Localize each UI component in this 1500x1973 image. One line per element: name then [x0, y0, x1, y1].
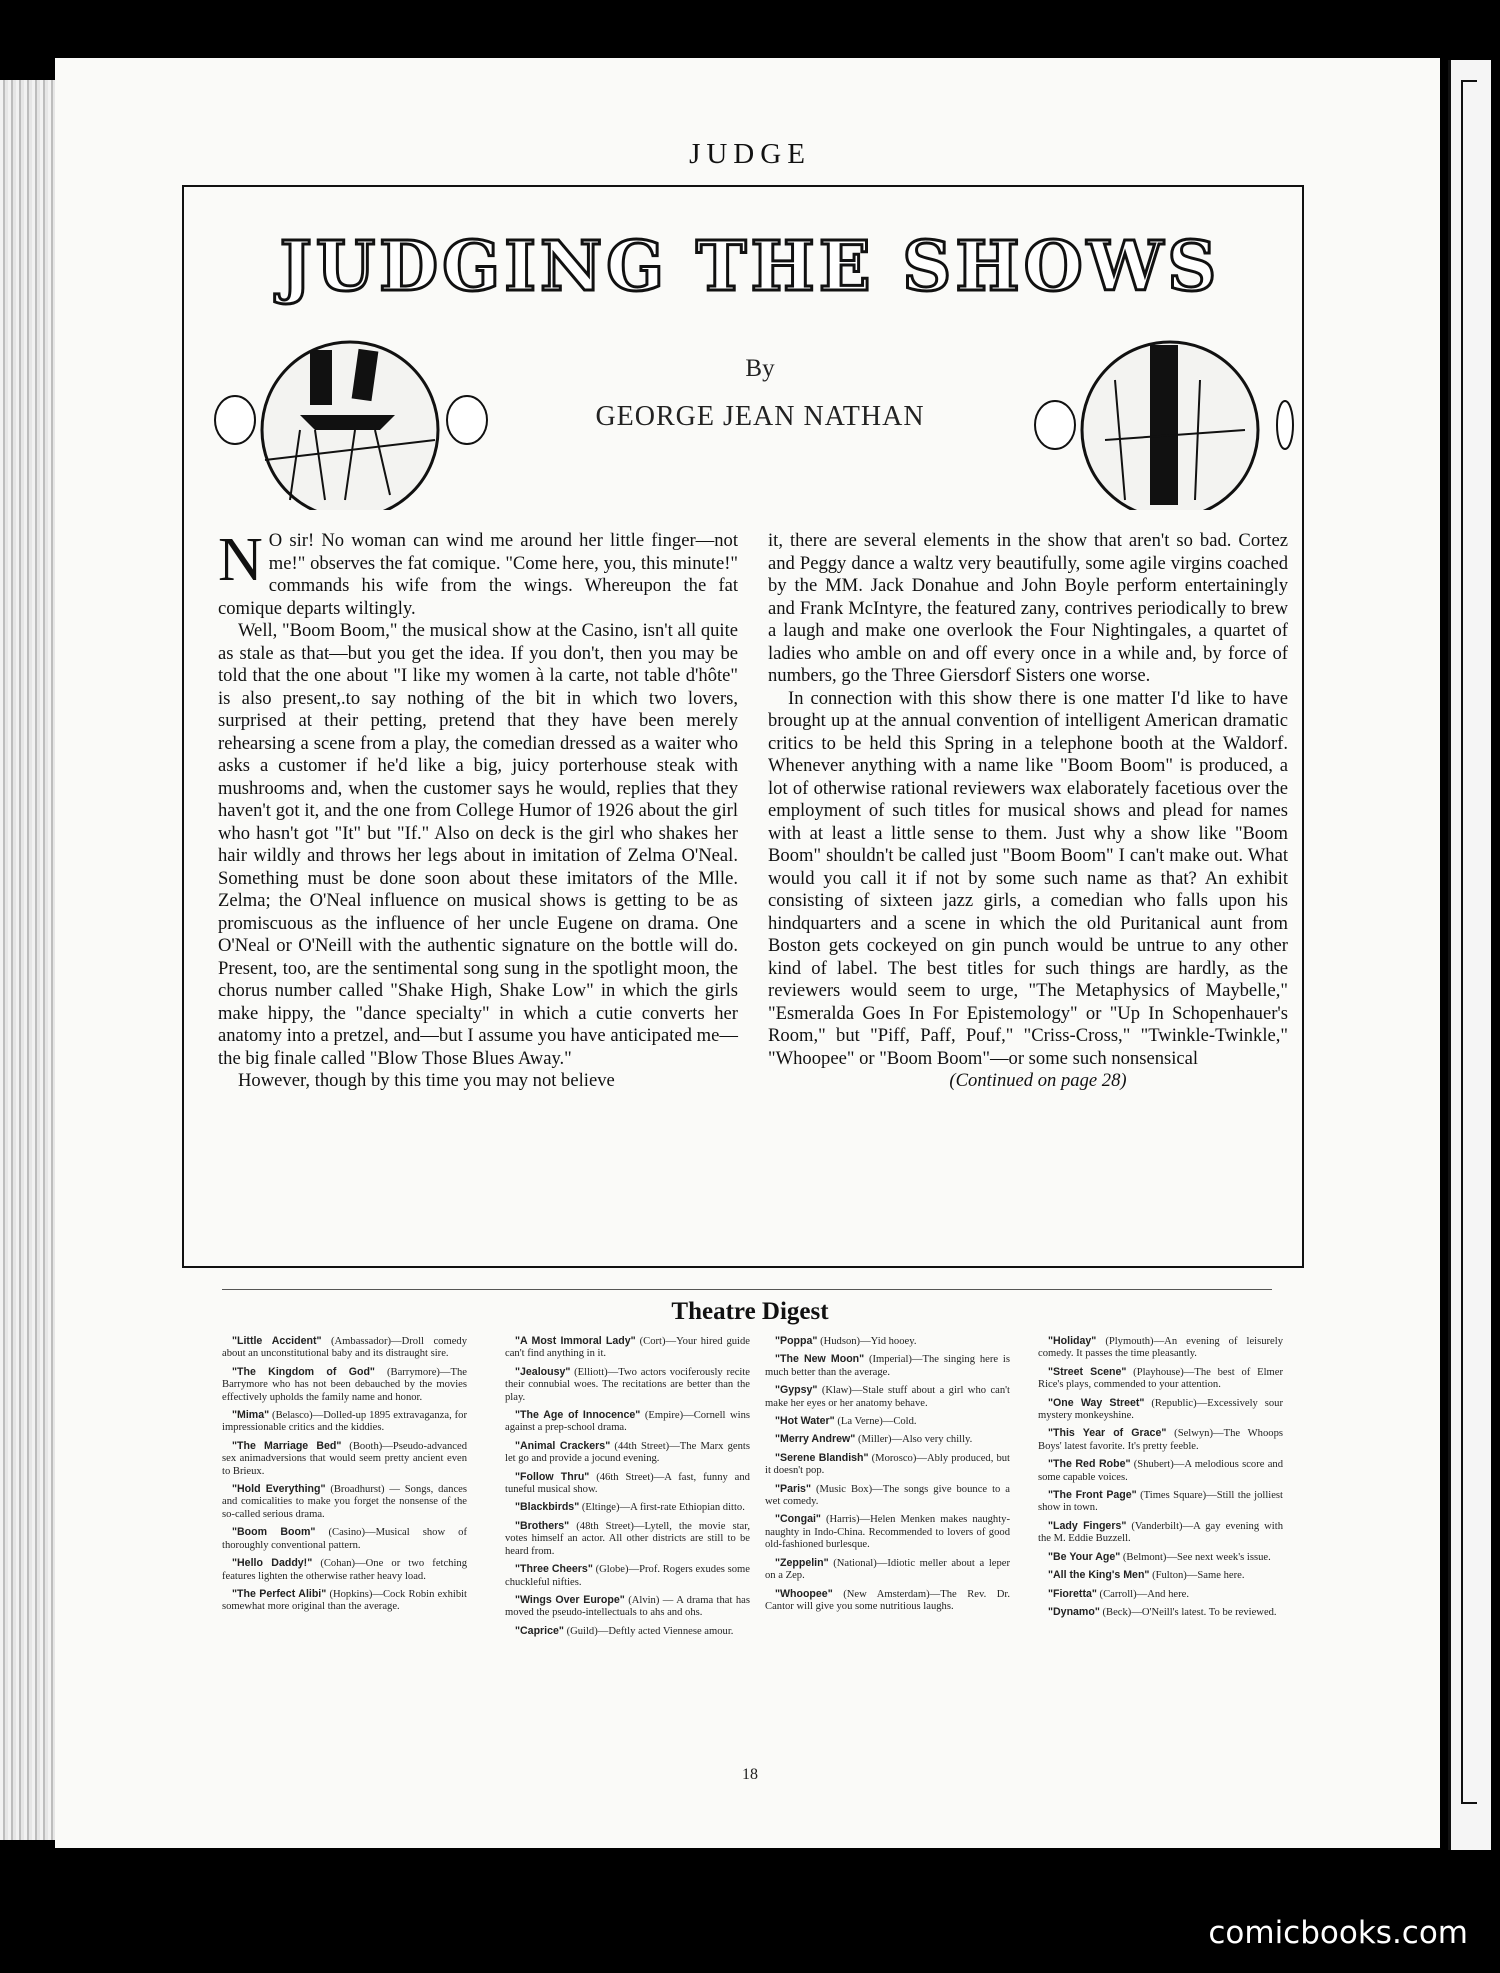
digest-entry: [1038, 1489, 1283, 1515]
continued-note: (Continued on page 28): [949, 1070, 1127, 1091]
digest-show-review: (Vanderbilt)—A gay evening with the M. Eddie Buzzell.: [1038, 1520, 1283, 1545]
digest-entry: [222, 1557, 467, 1583]
digest-show-title: "Whoopee": [775, 1587, 833, 1600]
digest-show-review: (Eltinge)—A first-rate Ethiopian ditto.: [579, 1502, 745, 1514]
digest-entry: [1038, 1427, 1283, 1453]
digest-entry: [1038, 1520, 1283, 1546]
digest-entry: [505, 1335, 750, 1361]
digest-show-review: (Belasco)—Dolled-up 1895 extravaganza, for impressionable critics and the kiddies.: [222, 1410, 467, 1434]
byline: [560, 355, 960, 433]
digest-entry: [765, 1452, 1010, 1478]
digest-entry: [505, 1563, 750, 1589]
digest-show-review: (Music Box)—The songs give bounce to a wet comedy.: [765, 1483, 1010, 1508]
digest-entry: [1038, 1335, 1283, 1361]
digest-show-title: "Lady Fingers": [1048, 1519, 1127, 1532]
digest-entry: [222, 1409, 467, 1435]
digest-show-review: (National)—Idiotic meller about a leper on a Zep.: [765, 1557, 1010, 1582]
digest-entry: [1038, 1606, 1283, 1619]
banner-title-text: JUDGING THE SHOWS: [279, 227, 1221, 307]
digest-show-review: (Selwyn)—The Whoops Boys' latest favorite. It's pretty feeble.: [1038, 1428, 1283, 1452]
digest-show-review: (Hopkins)—Cock Robin exhibit somewhat more original than the average.: [222, 1588, 468, 1613]
digest-show-review: (Morosco)—Ably produced, but it doesn't pop.: [765, 1452, 1010, 1477]
digest-show-title: "One Way Street": [1048, 1396, 1145, 1409]
digest-show-review: (Guild)—Deftly acted Viennese amour.: [563, 1625, 734, 1637]
digest-show-review: (Harris)—Helen Menken makes naughty-naughty in Indo-China. Recommended to lovers of good old-fashioned burlesque.: [765, 1514, 1010, 1551]
digest-entry: [505, 1501, 750, 1514]
digest-show-review: (Ambassador)—Droll comedy about an unconstitutional baby and its distraught sire.: [222, 1336, 467, 1360]
digest-show-review: (Imperial)—The singing here is much better than the average.: [765, 1354, 1010, 1378]
digest-show-review: (La Verne)—Cold.: [834, 1416, 917, 1428]
article-paragraph: it, there are several elements in the show that aren't so bad. Cortez and Peggy dance a waltz very beautifully, some agile virgins coached by the MM. Jack Donahue and John Boyle perform entertainingly and Frank McIntyre, the featured zany, contrives periodically to brew a laugh and make one overlook the Four Nightingales, a quartet of ladies who amble on and off every once in a while and, by force of numbers, go the Three Giersdorf Sisters one worse.: [768, 530, 1288, 686]
digest-show-title: "The Kingdom of God": [232, 1365, 375, 1378]
digest-show-review: (48th Street)—Lytell, the movie star, votes himself an actor. All other districts are still to be heard from.: [505, 1520, 750, 1557]
digest-entry: [505, 1625, 750, 1638]
digest-entry: [765, 1384, 1010, 1410]
digest-entry: [505, 1409, 750, 1435]
digest-show-review: (Times Square)—Still the jolliest show in town.: [1038, 1490, 1283, 1514]
byline-author: GEORGE JEAN NATHAN: [595, 401, 925, 432]
digest-column-1: [222, 1335, 467, 1619]
digest-column-2: [505, 1335, 750, 1643]
page-number: 18: [742, 1766, 758, 1783]
digest-show-review: (Carroll)—And here.: [1096, 1588, 1189, 1600]
digest-show-review: (Hudson)—Yid hooey.: [817, 1336, 917, 1347]
digest-show-review: (Shubert)—A melodious score and some capable voices.: [1038, 1459, 1283, 1483]
drop-cap: N: [218, 526, 263, 594]
digest-show-review: (Belmont)—See next week's issue.: [1120, 1551, 1271, 1563]
digest-show-review: (46th Street)—A fast, funny and tuneful musical show.: [505, 1471, 750, 1496]
digest-show-title: "A Most Immoral Lady": [515, 1335, 636, 1347]
digest-show-title: "Boom Boom": [232, 1526, 316, 1539]
book-page-edges: [0, 80, 62, 1840]
digest-show-review: (Booth)—Pseudo-advanced sex animadversions that would seem pretty ancient even to Brieux.: [222, 1440, 467, 1477]
digest-show-title: "The New Moon": [775, 1353, 865, 1366]
digest-show-review: (Cohan)—One or two fetching features lighten the otherwise rather heavy load.: [222, 1558, 468, 1582]
digest-show-review: (Empire)—Cornell wins against a prep-school drama.: [505, 1410, 750, 1434]
digest-entry: [222, 1335, 467, 1361]
digest-show-title: "Follow Thru": [515, 1470, 590, 1483]
digest-show-review: (Casino)—Musical show of thoroughly conventional pattern.: [222, 1527, 468, 1551]
digest-entry: [765, 1513, 1010, 1551]
digest-show-title: "Hold Everything": [232, 1483, 326, 1496]
article-paragraph: In connection with this show there is one matter I'd like to have brought up at the annual convention of intelligent American dramatic critics to be held this Spring in a telephone booth at the Waldorf. Whenever anything with a name like "Boom Boom" is produced, a lot of otherwise rational reviewers wax elaborately facetious over the employment of such titles for musical shows and plead for names with at least a little sense to them. Just why a show like "Boom Boom" shouldn't be called just "Boom Boom" I can't make out. What would you call it if not by some such name as that? An exhibit consisting of sixteen jazz girls, a comedian who falls upon his hindquarters and a scene in which the old Puritanical aunt from Boston gets cockeyed on gin punch would be untrue to any other kind of label. The best titles for such things are hardly, as the reviewers would seem to urge, "The Metaphysics of Maybelle," "Esmeralda Goes In For Epistemology" or "Up In Schopenhauer's Room," but "Piff, Paff, Pouf," "Criss-Cross," "Twinkle-Twinkle," "Whoopee" or "Boom Boom"—or some such nonsensical: [768, 687, 1288, 1069]
digest-show-review: (Fulton)—Same here.: [1149, 1570, 1245, 1582]
digest-show-title: "Mima": [232, 1409, 270, 1422]
digest-show-title: "Holiday": [1048, 1335, 1097, 1347]
digest-entry: [1038, 1569, 1283, 1582]
digest-show-title: "Zeppelin": [775, 1556, 829, 1569]
digest-show-title: "All the King's Men": [1048, 1569, 1150, 1582]
digest-entry: [765, 1557, 1010, 1583]
digest-show-title: "Congai": [775, 1513, 821, 1526]
digest-show-title: "Wings Over Europe": [515, 1593, 625, 1606]
digest-show-title: "Animal Crackers": [515, 1439, 611, 1452]
digest-entry: [1038, 1397, 1283, 1423]
site-watermark: comicbooks.com: [1208, 1915, 1468, 1951]
digest-entry: [765, 1415, 1010, 1428]
digest-entry: [765, 1433, 1010, 1446]
digest-show-title: "Serene Blandish": [775, 1451, 869, 1464]
digest-entry: [765, 1335, 1010, 1348]
digest-column-3: [765, 1335, 1010, 1618]
digest-show-title: "Hello Daddy!": [232, 1557, 313, 1570]
digest-show-title: "Caprice": [515, 1624, 564, 1637]
digest-entry: [1038, 1366, 1283, 1392]
digest-show-review: (Klaw)—Stale stuff about a girl who can't make her eyes or her anatomy behave.: [765, 1385, 1010, 1409]
digest-show-review: (Elliott)—Two actors vociferously recite their connubial woes. The recitations are better than the play.: [505, 1366, 750, 1403]
digest-show-review: (Beck)—O'Neill's latest. To be reviewed.: [1099, 1606, 1277, 1618]
digest-show-title: "Brothers": [515, 1519, 570, 1532]
digest-entry: [222, 1440, 467, 1478]
digest-show-review: (Playhouse)—The best of Elmer Rice's plays, commended to your attention.: [1038, 1366, 1283, 1391]
digest-column-4: [1038, 1335, 1283, 1624]
digest-entry: [505, 1366, 750, 1404]
digest-entry: [505, 1594, 750, 1620]
article-paragraph: Well, "Boom Boom," the musical show at the Casino, isn't all quite as stale as that—but you get the idea. If you don't, then you may be told that the one about "I like my women à la carte, not table d'hôte" is also present,.to say nothing of the bit in which two lovers, surprised at their petting, pretend that they have been merely rehearsing a scene from a play, the comedian dressed as a waiter who asks a customer if he'd like a big, juicy porterhouse steak with mushrooms and, when the customer says he would, replies that they haven't got it, and the one from College Humor of 1926 about the girl who hasn't got "It" but "If." Also on deck is the girl who shakes her hair wildly and throws her legs about in imitation of Zelma O'Neal. Something must be done soon about these imitators of the Mlle. Zelma; the O'Neal influence on musical shows is getting to be as promiscuous as the influence of her uncle Eugene on drama. One O'Neal or O'Neill with the authentic signature on the bottle will do. Present, too, are the sentimental song sung in the spotlight moon, the chorus number called "Shake High, Shake Low" in which the girls make hippy, the "dance specialty" in which a cutie converts her anatomy into a pretzel, and—but I assume you have anticipated me—the big finale called "Blow Those Blues Away.": [218, 620, 738, 1069]
section-divider: [222, 1289, 1272, 1290]
digest-show-title: "Gypsy": [775, 1384, 818, 1397]
article-paragraph: However, though by this time you may not believe: [238, 1070, 615, 1091]
digest-show-title: "The Age of Innocence": [515, 1409, 641, 1422]
adjacent-page-edge: [1448, 60, 1491, 1850]
digest-show-title: "Dynamo": [1048, 1605, 1100, 1618]
digest-show-review: (Alvin) — A drama that has moved the pseudo-intellectuals to ahs and ohs.: [505, 1594, 750, 1619]
digest-show-review: (Republic)—Excessively sour mystery monkeyshine.: [1038, 1397, 1283, 1422]
digest-entry: [222, 1526, 467, 1552]
digest-show-review: (Barrymore)—The Barrymore who has not been debauched by the movies effectively upholds the family name and honor.: [222, 1366, 467, 1403]
digest-entry: [222, 1588, 467, 1614]
digest-entry: [222, 1483, 467, 1521]
right-dancers-vignette: [1035, 342, 1293, 510]
digest-show-title: "Paris": [775, 1482, 811, 1495]
left-dancers-vignette: [215, 342, 487, 510]
digest-show-title: "Poppa": [775, 1335, 818, 1347]
digest-show-title: "The Marriage Bed": [232, 1439, 342, 1452]
digest-show-title: "Little Accident": [232, 1335, 322, 1347]
digest-show-title: "The Red Robe": [1048, 1458, 1131, 1471]
digest-title: Theatre Digest: [671, 1298, 829, 1325]
digest-show-title: "Blackbirds": [515, 1501, 580, 1514]
digest-show-title: "This Year of Grace": [1048, 1427, 1167, 1440]
digest-show-title: "Hot Water": [775, 1415, 835, 1428]
digest-entry: [505, 1471, 750, 1497]
article-column-1: [218, 526, 738, 1093]
digest-show-review: (Plymouth)—An evening of leisurely comedy. It passes the time pleasantly.: [1038, 1336, 1283, 1360]
article-paragraph: N O sir! No woman can wind me around her little finger—not me!" observes the fat comique. "Come here, you, this minute!" commands his wife from the wings. Whereupon the fat comique departs wiltingly.: [218, 526, 738, 619]
digest-show-title: "The Perfect Alibi": [232, 1587, 327, 1600]
digest-entry: [222, 1366, 467, 1404]
digest-show-review: (Globe)—Prof. Rogers exudes some chuckleful nifties.: [505, 1564, 750, 1588]
article-column-2: [768, 530, 1288, 1093]
digest-show-title: "Be Your Age": [1048, 1550, 1121, 1563]
digest-show-review: (New Amsterdam)—The Rev. Dr. Cantor will give you some nutritious laughs.: [765, 1588, 1010, 1612]
digest-entry: [1038, 1588, 1283, 1601]
byline-by: By: [745, 355, 775, 382]
digest-show-title: "Street Scene": [1048, 1365, 1127, 1378]
digest-show-review: (Cort)—Your hired guide can't find anything in it.: [505, 1336, 750, 1360]
digest-show-review: (44th Street)—The Marx gents let go and provide a jocund evening.: [505, 1440, 750, 1465]
digest-show-title: "Jealousy": [515, 1365, 571, 1378]
digest-show-title: "Three Cheers": [515, 1563, 593, 1576]
digest-entry: [505, 1440, 750, 1466]
digest-show-title: "Fioretta": [1048, 1587, 1097, 1600]
digest-entry: [765, 1588, 1010, 1614]
digest-entry: [1038, 1458, 1283, 1484]
digest-entry: [765, 1353, 1010, 1379]
digest-show-review: (Miller)—Also very chilly.: [855, 1434, 973, 1446]
digest-entry: [505, 1520, 750, 1558]
digest-entry: [765, 1483, 1010, 1509]
digest-show-title: "Merry Andrew": [775, 1433, 856, 1446]
digest-show-review: (Broadhurst) — Songs, dances and comicalities to make you forget the nonsense of the so-called serious drama.: [222, 1484, 467, 1520]
digest-entry: [1038, 1551, 1283, 1564]
digest-show-title: "The Front Page": [1048, 1489, 1137, 1502]
running-title: JUDGE: [689, 138, 811, 170]
